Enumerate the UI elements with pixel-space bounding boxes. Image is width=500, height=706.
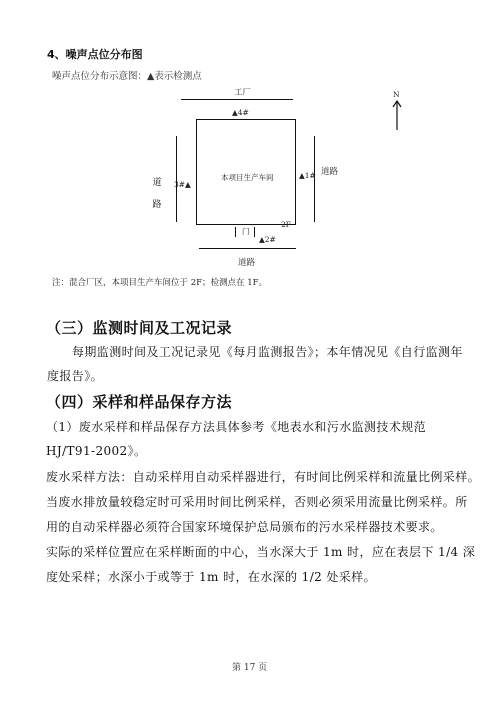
- paragraph-line: 度处采样；水深小于或等于 1m 时，在水深的 1/2 处采样。: [46, 570, 376, 584]
- paragraph-line: 废水采样方法：自动采样用自动采样器进行，有时间比例采样和流量比例采样。: [46, 470, 481, 484]
- floor-label: 2F: [281, 220, 291, 229]
- north-arrow-icon: [392, 100, 402, 132]
- section-heading: 4、噪声点位分布图: [47, 48, 143, 61]
- bottom-road-line: [199, 248, 296, 249]
- north-label: N: [393, 90, 400, 99]
- right-road-label: 道路: [321, 167, 339, 177]
- paragraph-line: HJ/T91-2002》。: [46, 444, 147, 458]
- paragraph-line: 每期监测时间及工况记录见《每月监测报告》；本年情况见《自行监测年: [72, 345, 463, 359]
- left-road-char-1: 道: [152, 178, 162, 188]
- point-4-marker: ▲4#: [232, 108, 249, 117]
- point-2-marker: ▲2#: [259, 235, 276, 244]
- paragraph-line: 度报告》。: [47, 369, 104, 383]
- door-label: 门: [242, 227, 250, 236]
- point-1-marker: ▲1#: [299, 171, 316, 180]
- factory-boundary-line: [181, 99, 293, 100]
- bottom-road-label: 道路: [238, 258, 256, 268]
- section-heading-3: （三）监测时间及工况记录: [46, 319, 233, 337]
- left-road-label: [151, 172, 163, 216]
- factory-label: 工厂: [234, 88, 252, 98]
- point-3-marker: 3#▲: [174, 180, 191, 189]
- paragraph-line: 当废水排放量较稳定时可采用时间比例采样，否则必须采用流量比例采样。所: [46, 495, 468, 509]
- page-number: 第 17 页: [232, 663, 268, 673]
- figure-caption: 噪声点位分布示意图：▲表示检测点: [52, 71, 202, 82]
- left-road-line: [176, 136, 177, 222]
- section-heading-4: （四）采样和样品保存方法: [46, 393, 233, 411]
- paragraph-line: 实际的采样位置应在采样断面的中心，当水深大于 1m 时，应在表层下 1/4 深: [46, 545, 476, 559]
- paragraph-line: （1）废水采样和样品保存方法具体参考《地表水和污水监测技术规范: [46, 420, 427, 434]
- diagram-note: 注：混合厂区，本项目生产车间位于 2F；检测点在 1F。: [52, 278, 268, 288]
- left-road-char-2: 路: [152, 200, 162, 210]
- paragraph-line: 用的自动采样器必须符合国家环境保护总局颁布的污水采样器技术要求。: [46, 520, 443, 534]
- building-label: 本项目生产车间: [221, 173, 274, 182]
- door-post-left: [235, 227, 236, 237]
- door-post-right: [254, 227, 255, 237]
